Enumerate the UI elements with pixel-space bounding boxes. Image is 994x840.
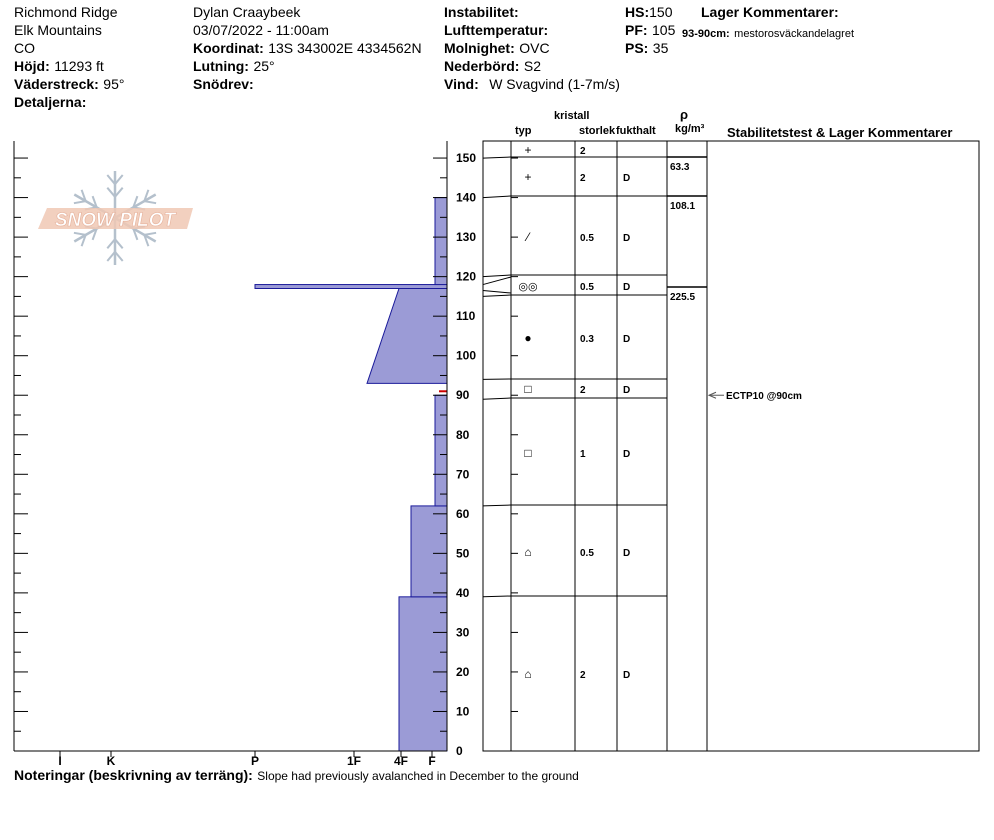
aspect-value: 95° — [103, 76, 125, 92]
snowflake-branch — [74, 201, 86, 203]
y-tick-label: 60 — [456, 506, 470, 521]
grain-type-icon: ⁄ — [526, 230, 530, 244]
moisture-header: fukthalt — [616, 125, 656, 137]
hardness-bar — [399, 597, 447, 751]
grain-type-icon: □ — [524, 382, 532, 396]
x-tick-label: 1F — [346, 754, 362, 768]
y-tick-label: 20 — [456, 664, 470, 679]
y-tick-label: 10 — [456, 704, 470, 719]
hs-label: HS: — [625, 4, 650, 20]
state: CO — [14, 40, 35, 56]
density-value: 225.5 — [670, 292, 696, 303]
hs-value: 150 — [649, 4, 673, 20]
type-header: typ — [515, 125, 532, 137]
grain-size: 0.5 — [580, 233, 594, 244]
grain-type-icon: ◎◎ — [518, 281, 538, 293]
grain-size: 0.5 — [580, 282, 594, 293]
x-tick-label: 4F — [393, 754, 409, 768]
precip-value: S2 — [523, 58, 542, 74]
moisture-value: D — [623, 385, 631, 396]
layer-comment-depth: 93-90cm: — [682, 28, 730, 40]
hardness-bar — [367, 288, 447, 383]
snowflake-branch — [144, 233, 156, 235]
layer-comment-text: mestorosväckandelagret — [734, 28, 854, 40]
mountain-range: Elk Mountains — [14, 22, 102, 38]
sky-value: OVC — [519, 40, 550, 56]
stability-test-result: ECTP10 @90cm — [726, 391, 802, 403]
layer-comments-label: Lager Kommentarer: — [701, 4, 839, 20]
y-tick-label: 100 — [456, 348, 477, 363]
ps-label: PS: — [625, 40, 649, 56]
elevation-value: 11293 ft — [54, 58, 104, 74]
stability-header: Stabilitetstest & Lager Kommentarer — [727, 125, 953, 140]
coordinate-label: Koordinat: — [193, 40, 264, 56]
pf-label: PF: — [625, 22, 648, 38]
y-tick-label: 50 — [456, 546, 470, 561]
snowflake-branch — [74, 233, 86, 235]
moisture-value: D — [623, 282, 631, 293]
moisture-value: D — [623, 334, 631, 345]
notes-field — [14, 768, 579, 784]
observer-name: Dylan Craaybeek — [193, 4, 301, 20]
elevation-label: Höjd: — [14, 58, 50, 74]
logo-text: SNOW PILOT — [54, 210, 176, 231]
wind-label: Vind: — [444, 76, 479, 92]
moisture-value: D — [623, 233, 631, 244]
grain-type-icon: □ — [524, 446, 532, 460]
moisture-value: D — [623, 173, 631, 184]
ps-value: 35 — [652, 40, 669, 56]
moisture-value: D — [623, 670, 631, 681]
moisture-value: D — [623, 449, 631, 460]
hardness-bar — [411, 506, 447, 597]
moisture-value: D — [623, 548, 631, 559]
grain-size: 2 — [580, 385, 586, 396]
precip-label: Nederbörd: — [444, 58, 520, 74]
aspect-label: Väderstreck: — [14, 76, 99, 92]
location-name: Richmond Ridge — [14, 4, 118, 20]
wind-value: W Svagvind (1-7m/s) — [489, 76, 620, 92]
grain-size: 2 — [580, 173, 586, 184]
y-tick-label: 140 — [456, 190, 477, 205]
grain-size: 2 — [580, 146, 586, 157]
y-tick-label: 70 — [456, 467, 470, 482]
hardness-bar — [435, 395, 447, 506]
hardness-bar — [435, 198, 447, 285]
density-value: 63.3 — [670, 162, 690, 173]
air-temperature-label: Lufttemperatur: — [444, 22, 549, 38]
y-tick-label: 120 — [456, 269, 477, 284]
grain-size: 0.5 — [580, 548, 594, 559]
density-unit-header: kg/m³ — [675, 123, 705, 135]
grain-size: 1 — [580, 449, 586, 460]
slope-value: 25° — [253, 58, 275, 74]
density-value: 108.1 — [670, 201, 696, 212]
rho-header: ρ — [680, 107, 689, 122]
drift-label: Snödrev: — [193, 76, 254, 92]
crystal-header: kristall — [554, 110, 590, 122]
hardness-bar — [255, 285, 447, 289]
grain-size: 0.3 — [580, 334, 594, 345]
notes-text: Slope had previously avalanched in December to the ground — [257, 769, 579, 783]
snow-pilot-logo — [38, 171, 193, 265]
layer-table — [483, 141, 979, 751]
grain-size: 2 — [580, 670, 586, 681]
table-border — [483, 141, 979, 751]
details-label: Detaljerna: — [14, 94, 87, 110]
y-tick-label: 110 — [456, 309, 476, 324]
x-tick-label: I — [58, 754, 62, 768]
observation-datetime: 03/07/2022 - 11:00am — [193, 22, 329, 38]
snowflake-branch — [144, 201, 156, 203]
slope-label: Lutning: — [193, 58, 249, 74]
layer-connector — [483, 277, 511, 285]
sky-label: Molnighet: — [444, 40, 515, 56]
grain-type-icon: ⌂ — [524, 667, 532, 681]
y-tick-label: 90 — [456, 388, 470, 403]
notes-label: Noteringar (beskrivning av terräng): — [14, 767, 253, 783]
x-tick-label: F — [428, 754, 436, 768]
coordinate-value: 13S 343002E 4334562N — [268, 40, 422, 56]
y-tick-label: 0 — [456, 744, 463, 758]
grain-type-icon: + — [524, 170, 532, 184]
y-tick-label: 30 — [456, 625, 470, 640]
x-tick-label: P — [250, 754, 260, 768]
pf-value: 105 — [652, 22, 676, 38]
x-tick-label: K — [106, 754, 116, 768]
y-tick-label: 130 — [456, 230, 477, 245]
y-tick-label: 150 — [456, 151, 477, 166]
hardness-profile — [255, 198, 447, 751]
grain-type-icon: + — [524, 143, 532, 157]
instability-label: Instabilitet: — [444, 4, 519, 20]
y-tick-label: 40 — [456, 585, 470, 600]
size-header: storlek — [579, 125, 616, 137]
layer-connector — [483, 290, 511, 293]
grain-type-icon: ⌂ — [524, 545, 532, 559]
y-tick-label: 80 — [456, 427, 470, 442]
grain-type-icon: ● — [524, 331, 532, 345]
